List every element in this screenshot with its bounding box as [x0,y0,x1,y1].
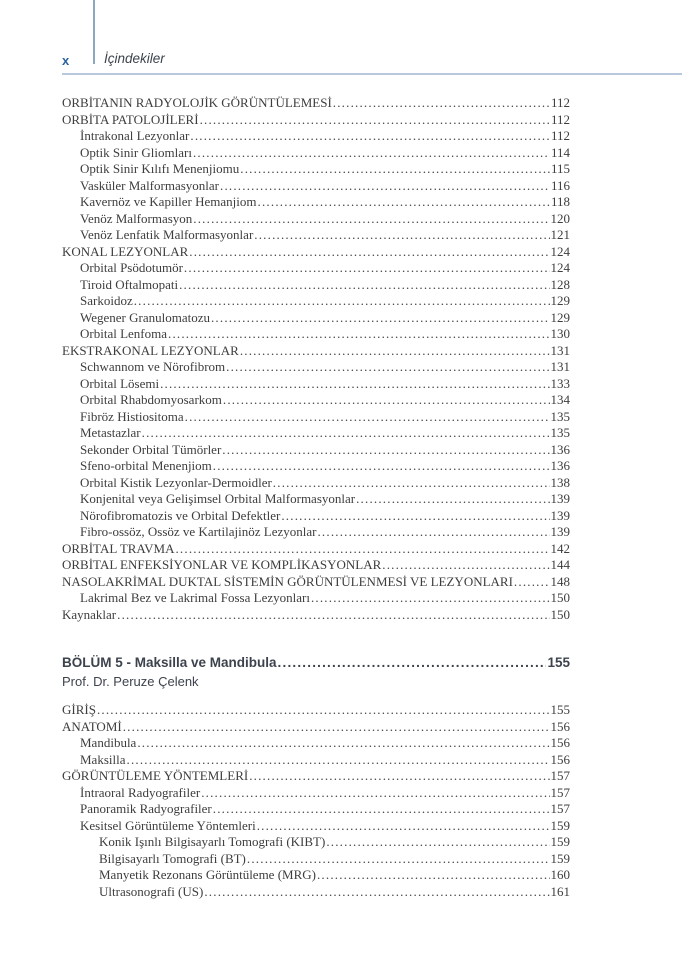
toc-entry-label: Lakrimal Bez ve Lakrimal Fossa Lezyonları [80,590,310,605]
masthead-vertical-divider [93,0,95,64]
running-head-title: İçindekiler [104,51,165,66]
dot-leader [185,409,550,426]
toc-page-number: 144 [550,557,570,572]
toc-entry-label: Orbital Lenfoma [80,326,167,341]
dot-leader [193,211,549,228]
toc-entry [62,834,570,851]
toc-entry [62,541,570,558]
toc-entry-label: ANATOMİ [62,718,122,734]
toc-page-number: 157 [550,801,570,816]
toc-entry-label: Fibröz Histiositoma [80,408,184,424]
dot-leader [258,194,550,211]
dot-leader [123,719,550,736]
dot-leader [134,293,550,310]
dot-leader [189,244,549,261]
toc-entry-label: Schwannom ve Nörofibrom [80,359,226,374]
toc-page-number: 139 [550,524,570,539]
toc-page-number: 142 [550,540,570,556]
toc-page-number: 156 [550,735,570,750]
toc-entry [62,524,570,541]
dot-leader [97,702,550,719]
toc-entry [62,785,570,802]
toc-page-number: 129 [550,309,570,325]
toc-entry-label: Konik Işınlı Bilgisayarlı Tomografi (KIBT) [99,834,326,849]
toc-entry-label: Venöz Malformasyon [80,210,193,226]
toc-entry [62,491,570,508]
toc-entry [62,326,570,343]
toc-page-number: 155 [550,702,570,717]
toc-section-2 [62,702,570,900]
chapter-heading-block [62,653,570,691]
toc-entry-label: KONAL LEZYONLAR [62,243,189,259]
toc-entry-label: Sarkoidoz [80,293,133,308]
toc-entry-label: Orbital Rhabdomyosarkom [80,392,222,407]
toc-page-number: 159 [550,817,570,833]
toc-entry [62,590,570,607]
toc-page-number: 131 [550,342,570,358]
toc-entry [62,801,570,818]
toc-entry [62,95,570,112]
dot-leader [204,884,549,901]
dot-leader [257,818,550,835]
toc-entry [62,425,570,442]
chapter-author: Prof. Dr. Peruze Çelenk [62,674,199,689]
toc-entry-label: Kaynaklar [62,606,117,622]
toc-page-number: 139 [550,491,570,506]
toc-entry [62,702,570,719]
toc-page-number: 139 [550,507,570,523]
toc-entry-label: İntraoral Radyografiler [80,784,201,800]
toc-entry [62,768,570,785]
dot-leader [193,145,550,162]
toc-entry-label: Sfeno-orbital Menenjiom [80,458,212,473]
toc-entry-label: Manyetik Rezonans Görüntüleme (MRG) [99,867,316,882]
dot-leader [278,653,547,672]
toc-page-number: 135 [550,408,570,424]
toc-entry-label: NASOLAKRİMAL DUKTAL SİSTEMİN GÖRÜNTÜLENMESİ VE LEZYONLARI [62,573,513,589]
toc-entry [62,128,570,145]
toc-page-number: 133 [550,375,570,391]
toc-entry-label: Orbital Psödotumör [80,260,183,275]
toc-page-number: 114 [550,144,570,160]
dot-leader [382,557,549,574]
chapter-page-number: 155 [547,655,570,670]
toc-page-number: 136 [550,441,570,457]
toc-entry [62,244,570,261]
toc-entry-label: Orbital Kistik Lezyonlar-Dermoidler [80,474,272,490]
toc-entry [62,392,570,409]
toc-page-number: 150 [550,606,570,622]
dot-leader [356,491,549,508]
toc-page-number: 112 [550,128,570,143]
toc-entry [62,293,570,310]
dot-leader [190,128,550,145]
toc-entry-label: Optik Sinir Kılıfı Menenjiomu [80,161,240,176]
toc-entry-label: Kavernöz ve Kapiller Hemanjiom [80,194,257,209]
toc-page-number: 156 [550,718,570,734]
toc-entry [62,508,570,525]
dot-leader [317,867,550,884]
toc-entry-label: ORBİTA PATOLOJİLERİ [62,111,199,127]
dot-leader [127,752,550,769]
dot-leader [317,524,549,541]
dot-leader [514,574,550,591]
toc-entry-label: GİRİŞ [62,702,96,717]
dot-leader [249,768,549,785]
toc-entry [62,719,570,736]
dot-leader [179,277,549,294]
toc-entry [62,409,570,426]
toc-entry-label: Wegener Granulomatozu [80,309,210,325]
toc-page-number: 157 [550,768,570,783]
toc-entry [62,227,570,244]
toc-page-number: 148 [550,573,570,589]
toc-entry-label: Maksilla [80,751,126,767]
toc-entry-label: Optik Sinir Gliomları [80,144,192,160]
dot-leader [137,735,549,752]
toc-entry [62,359,570,376]
toc-entry-label: ORBİTAL TRAVMA [62,540,175,556]
dot-leader [142,425,550,442]
masthead-horizontal-rule [62,73,682,75]
toc-entry-label: Mandibula [80,735,137,750]
toc-page-number: 160 [550,867,570,882]
toc-page-number: 118 [550,194,570,209]
toc-entry-label: ORBİTAL ENFEKSİYONLAR VE KOMPLİKASYONLAR [62,557,382,572]
toc-page-number: 134 [550,392,570,407]
toc-entry-label: Sekonder Orbital Tümörler [80,441,222,457]
toc-entry [62,818,570,835]
toc-entry [62,211,570,228]
dot-leader [213,458,550,475]
toc-entry-label: GÖRÜNTÜLEME YÖNTEMLERİ [62,768,249,783]
toc-page-number: 136 [550,458,570,473]
toc-page-number: 157 [550,784,570,800]
toc-body [62,95,570,900]
dot-leader [273,475,550,492]
toc-page-number: 159 [550,850,570,866]
dot-leader [184,260,550,277]
dot-leader [200,112,550,129]
dot-leader [201,785,549,802]
toc-entry [62,884,570,901]
chapter-title: BÖLÜM 5 - Maksilla ve Mandibula [62,655,277,670]
toc-entry [62,458,570,475]
toc-page-number: 120 [550,210,570,226]
toc-entry [62,260,570,277]
toc-entry-label: Metastazlar [80,425,141,440]
toc-page-number: 115 [550,161,570,176]
toc-entry [62,343,570,360]
toc-entry [62,376,570,393]
toc-entry [62,735,570,752]
toc-entry-label: Konjenital veya Gelişimsel Orbital Malformasyonlar [80,491,356,506]
toc-page-number: 112 [550,95,570,110]
toc-entry-label: Kesitsel Görüntüleme Yöntemleri [80,817,256,833]
toc-entry [62,867,570,884]
toc-page-number: 116 [550,177,570,193]
toc-entry-label: Panoramik Radyografiler [80,801,212,816]
dot-leader [213,801,550,818]
toc-page-number: 128 [550,276,570,292]
toc-entry [62,178,570,195]
toc-entry-label: Nörofibromatozis ve Orbital Defektler [80,507,281,523]
toc-entry-label: Venöz Lenfatik Malformasyonlar [80,227,254,242]
toc-entry-label: Fibro-ossöz, Ossöz ve Kartilajinöz Lezyonlar [80,524,317,539]
toc-page-number: 138 [550,474,570,490]
toc-page-number: 159 [550,834,570,849]
toc-entry [62,752,570,769]
toc-page-number: 161 [550,883,570,899]
toc-section-1 [62,95,570,623]
toc-page-number: 124 [550,260,570,275]
toc-page-number: 112 [550,111,570,127]
dot-leader [240,161,550,178]
dot-leader [240,343,550,360]
toc-entry-label: Tiroid Oftalmopati [80,276,179,292]
dot-leader [311,590,550,607]
toc-entry [62,574,570,591]
toc-entry [62,194,570,211]
toc-entry [62,557,570,574]
toc-page-number: 150 [550,590,570,605]
toc-entry-label: Bilgisayarlı Tomografi (BT) [99,850,246,866]
dot-leader [117,607,549,624]
toc-entry-label: Ultrasonografi (US) [99,883,204,899]
dot-leader [211,310,550,327]
folio-page-number: x [62,53,70,68]
toc-entry-label: ORBİTANIN RADYOLOJİK GÖRÜNTÜLEMESİ [62,95,332,110]
dot-leader [247,851,550,868]
toc-entry [62,851,570,868]
toc-entry [62,607,570,624]
dot-leader [223,392,550,409]
toc-page-number: 130 [550,326,570,341]
toc-entry [62,442,570,459]
dot-leader [254,227,549,244]
toc-entry-label: Orbital Lösemi [80,375,160,391]
toc-entry [62,277,570,294]
toc-entry [62,310,570,327]
dot-leader [160,376,549,393]
toc-page-number: 121 [550,227,570,242]
toc-entry-label: Vasküler Malformasyonlar [80,177,219,193]
dot-leader [333,95,550,112]
toc-page-number: 124 [550,243,570,259]
chapter-heading-row [62,653,570,672]
dot-leader [220,178,550,195]
toc-entry [62,475,570,492]
toc-page-number: 135 [550,425,570,440]
toc-page-number: 156 [550,751,570,767]
toc-entry-label: EKSTRAKONAL LEZYONLAR [62,342,239,358]
dot-leader [281,508,549,525]
toc-entry [62,161,570,178]
dot-leader [222,442,549,459]
toc-page-number: 129 [550,293,570,308]
toc-entry [62,112,570,129]
toc-page-number: 131 [550,359,570,374]
dot-leader [168,326,550,343]
toc-entry [62,145,570,162]
dot-leader [226,359,549,376]
dot-leader [326,834,549,851]
dot-leader [175,541,549,558]
toc-entry-label: İntrakonal Lezyonlar [80,128,190,143]
